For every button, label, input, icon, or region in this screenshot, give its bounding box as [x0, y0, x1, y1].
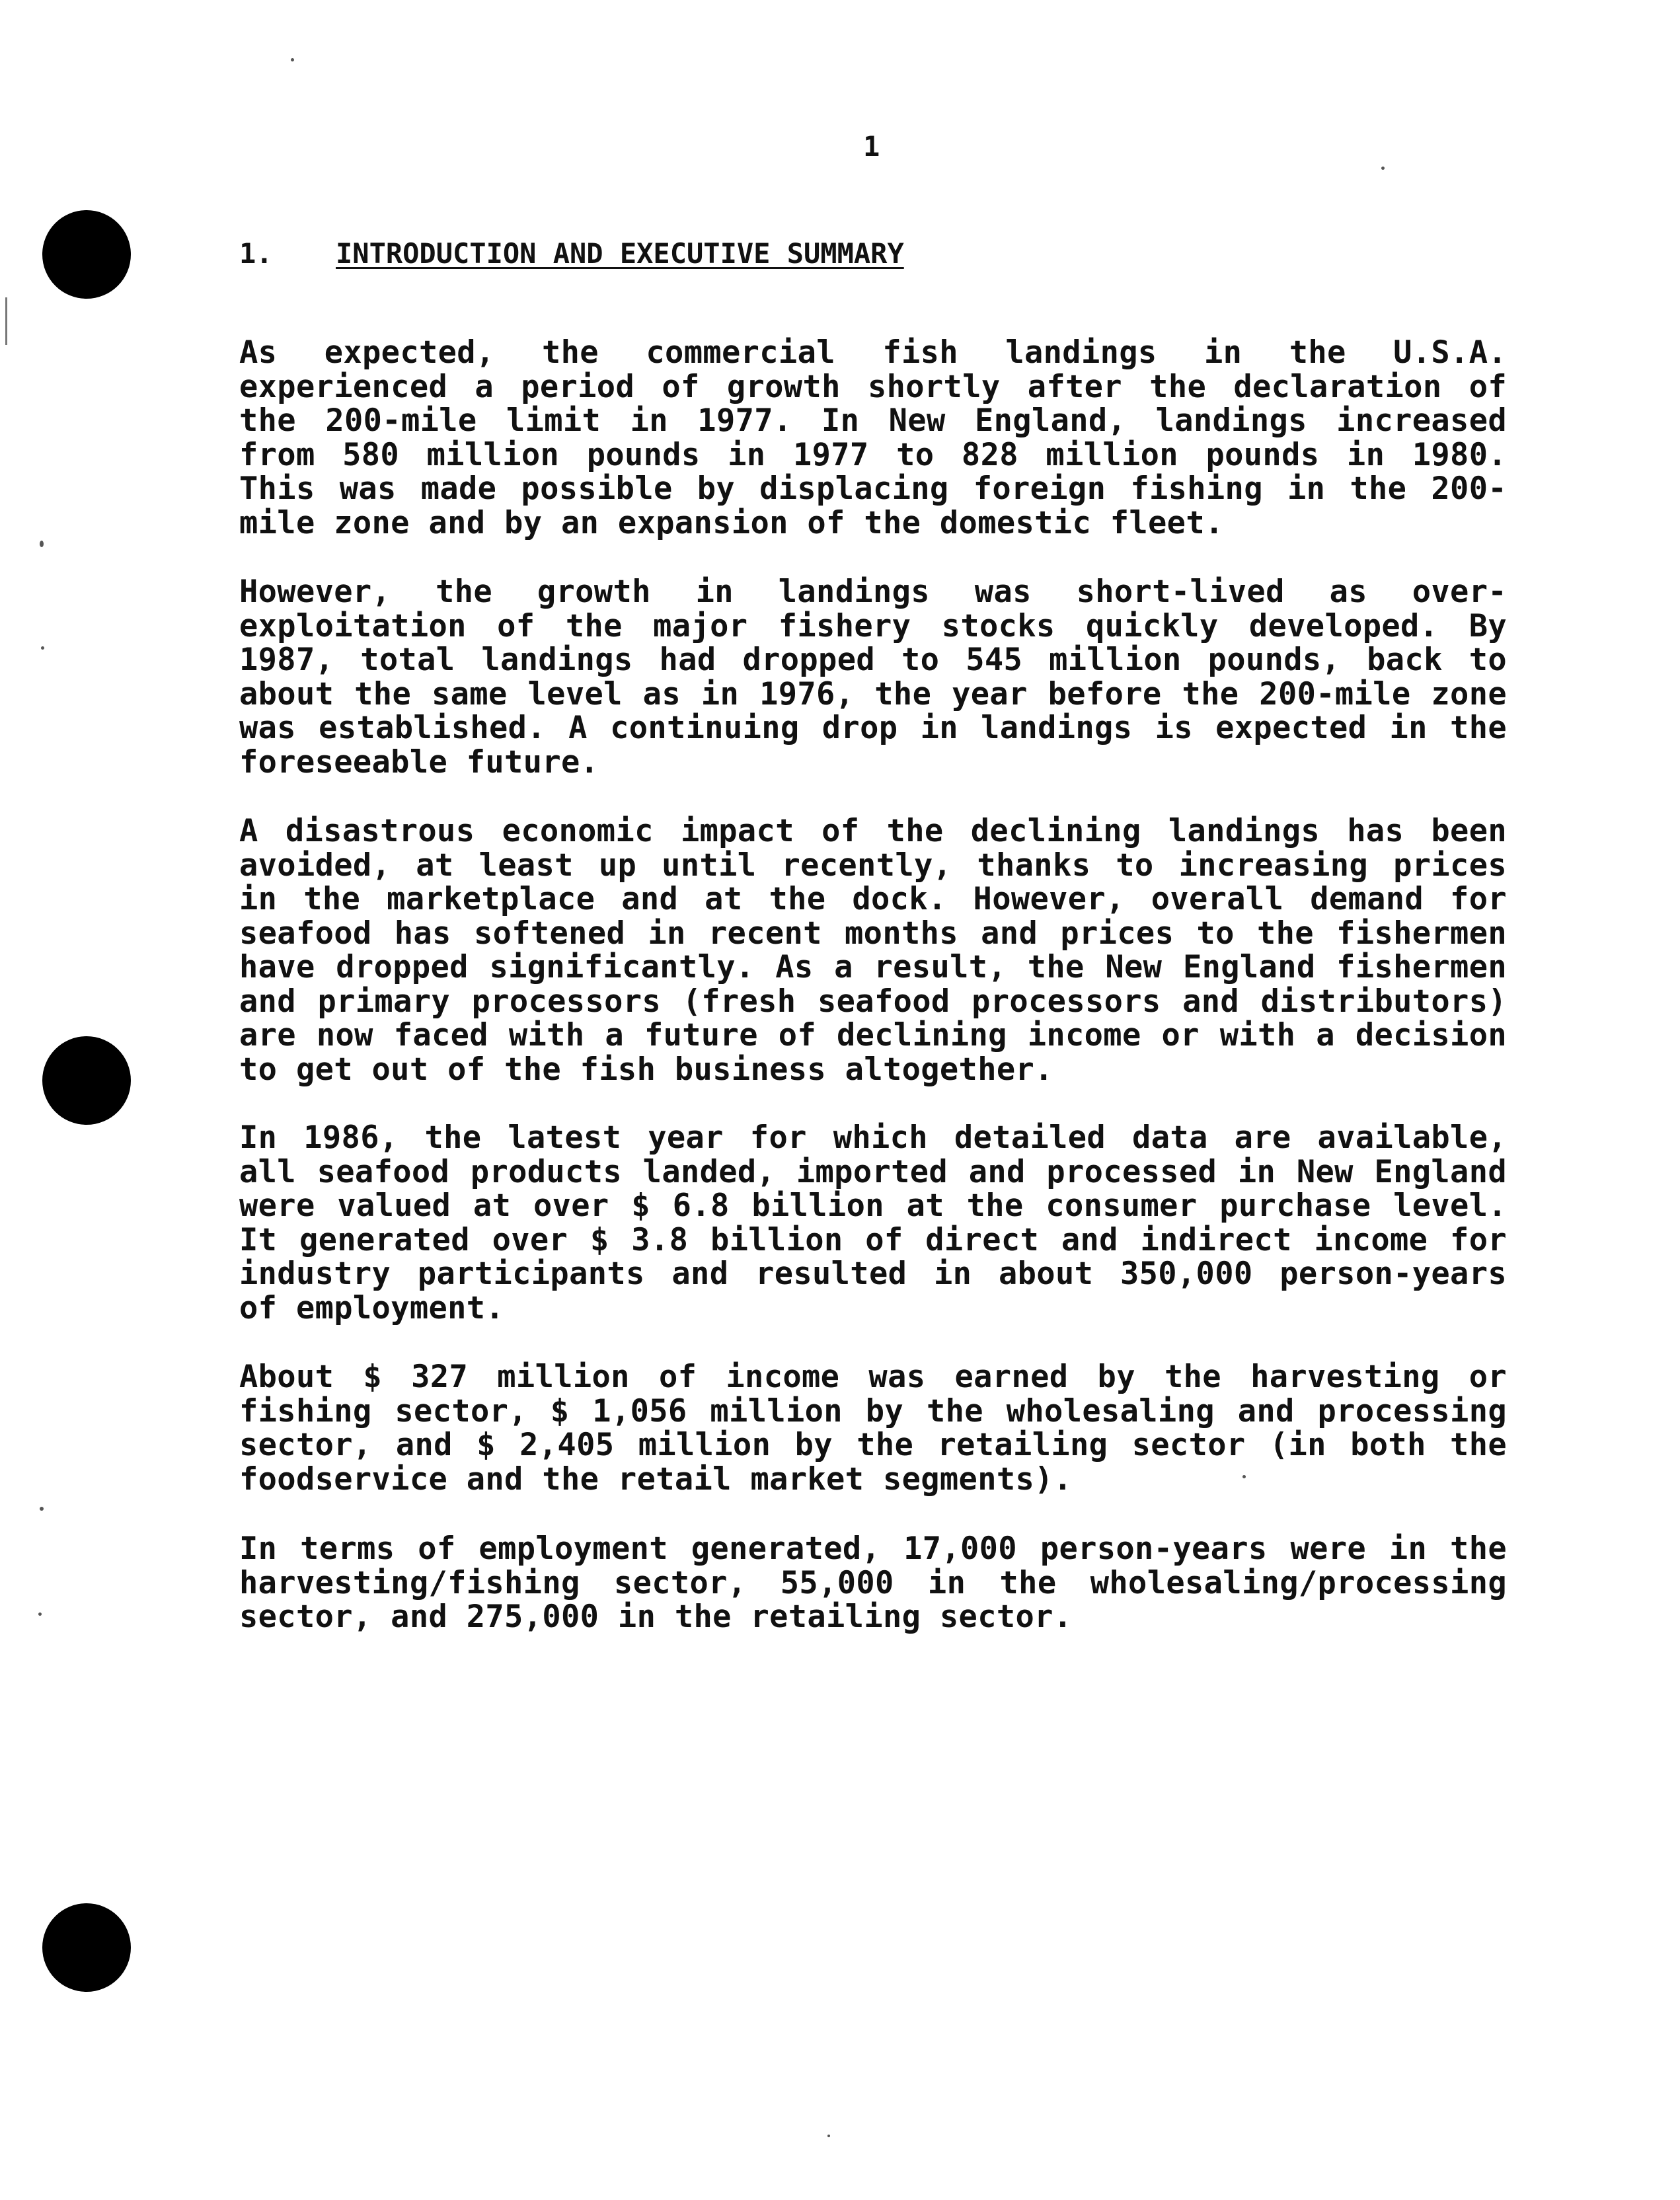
scan-speck	[1381, 167, 1385, 170]
scan-speck	[1242, 1475, 1246, 1478]
section-title: INTRODUCTION AND EXECUTIVE SUMMARY	[336, 237, 904, 270]
paragraph: As expected, the commercial fish landings in the U.S.A. experienced a period of growth shortly after the declaration of the 200-mile limit in 1977. In New England, landings increased from 580 million pounds in 1977 to 828 million pounds in 1980. This was made possible by displacing foreign fishing in the 200-mile zone and by an expansion of the domestic fleet.	[239, 334, 1507, 541]
section-number: 1.	[239, 237, 273, 270]
punch-hole	[42, 210, 131, 299]
paragraph: In 1986, the latest year for which detailed data are available, all seafood products landed, imported and processed in New England were valued at over $ 6.8 billion at the consumer purchase level. It generated over $ 3.8 billion of direct and indirect income for industry participants and resulted in about 350,000 person-years of employment.	[239, 1119, 1507, 1326]
section-heading	[239, 237, 904, 271]
scan-speck	[38, 1612, 42, 1616]
paragraph: In terms of employment generated, 17,000 person-years were in the harvesting/fishing sector, 55,000 in the wholesaling/processing sector, and 275,000 in the retailing sector.	[239, 1531, 1507, 1635]
punch-hole	[42, 1036, 131, 1125]
page-number: 1	[863, 130, 880, 163]
scan-speck	[827, 2135, 830, 2137]
punch-hole	[42, 1903, 131, 1992]
paragraph: About $ 327 million of income was earned by the harvesting or fishing sector, $ 1,056 million by the wholesaling and processing sector, and $ 2,405 million by the retailing sector (in both the foodservice and the retail market segments).	[239, 1359, 1507, 1498]
scan-speck	[40, 1507, 44, 1511]
scan-speck	[40, 541, 44, 547]
paragraph: However, the growth in landings was short-lived as over-exploitation of the major fishery stocks quickly developed. By 1987, total landings had dropped to 545 million pounds, back to about the same level as in 1976, the year before the 200-mile zone was established. A continuing drop in landings is expected in the foreseeable future.	[239, 574, 1507, 780]
scan-margin-mark	[5, 297, 7, 345]
paragraph: A disastrous economic impact of the declining landings has been avoided, at least up until recently, thanks to increasing prices in the marketplace and at the dock. However, overall demand for seafood has softened in recent months and prices to the fishermen have dropped significantly. As a result, the New England fishermen and primary processors (fresh seafood processors and distributors) are now faced with a future of declining income or with a decision to get out of the fish business altogether.	[239, 813, 1507, 1088]
scan-speck	[41, 646, 44, 650]
scan-speck	[291, 58, 294, 61]
